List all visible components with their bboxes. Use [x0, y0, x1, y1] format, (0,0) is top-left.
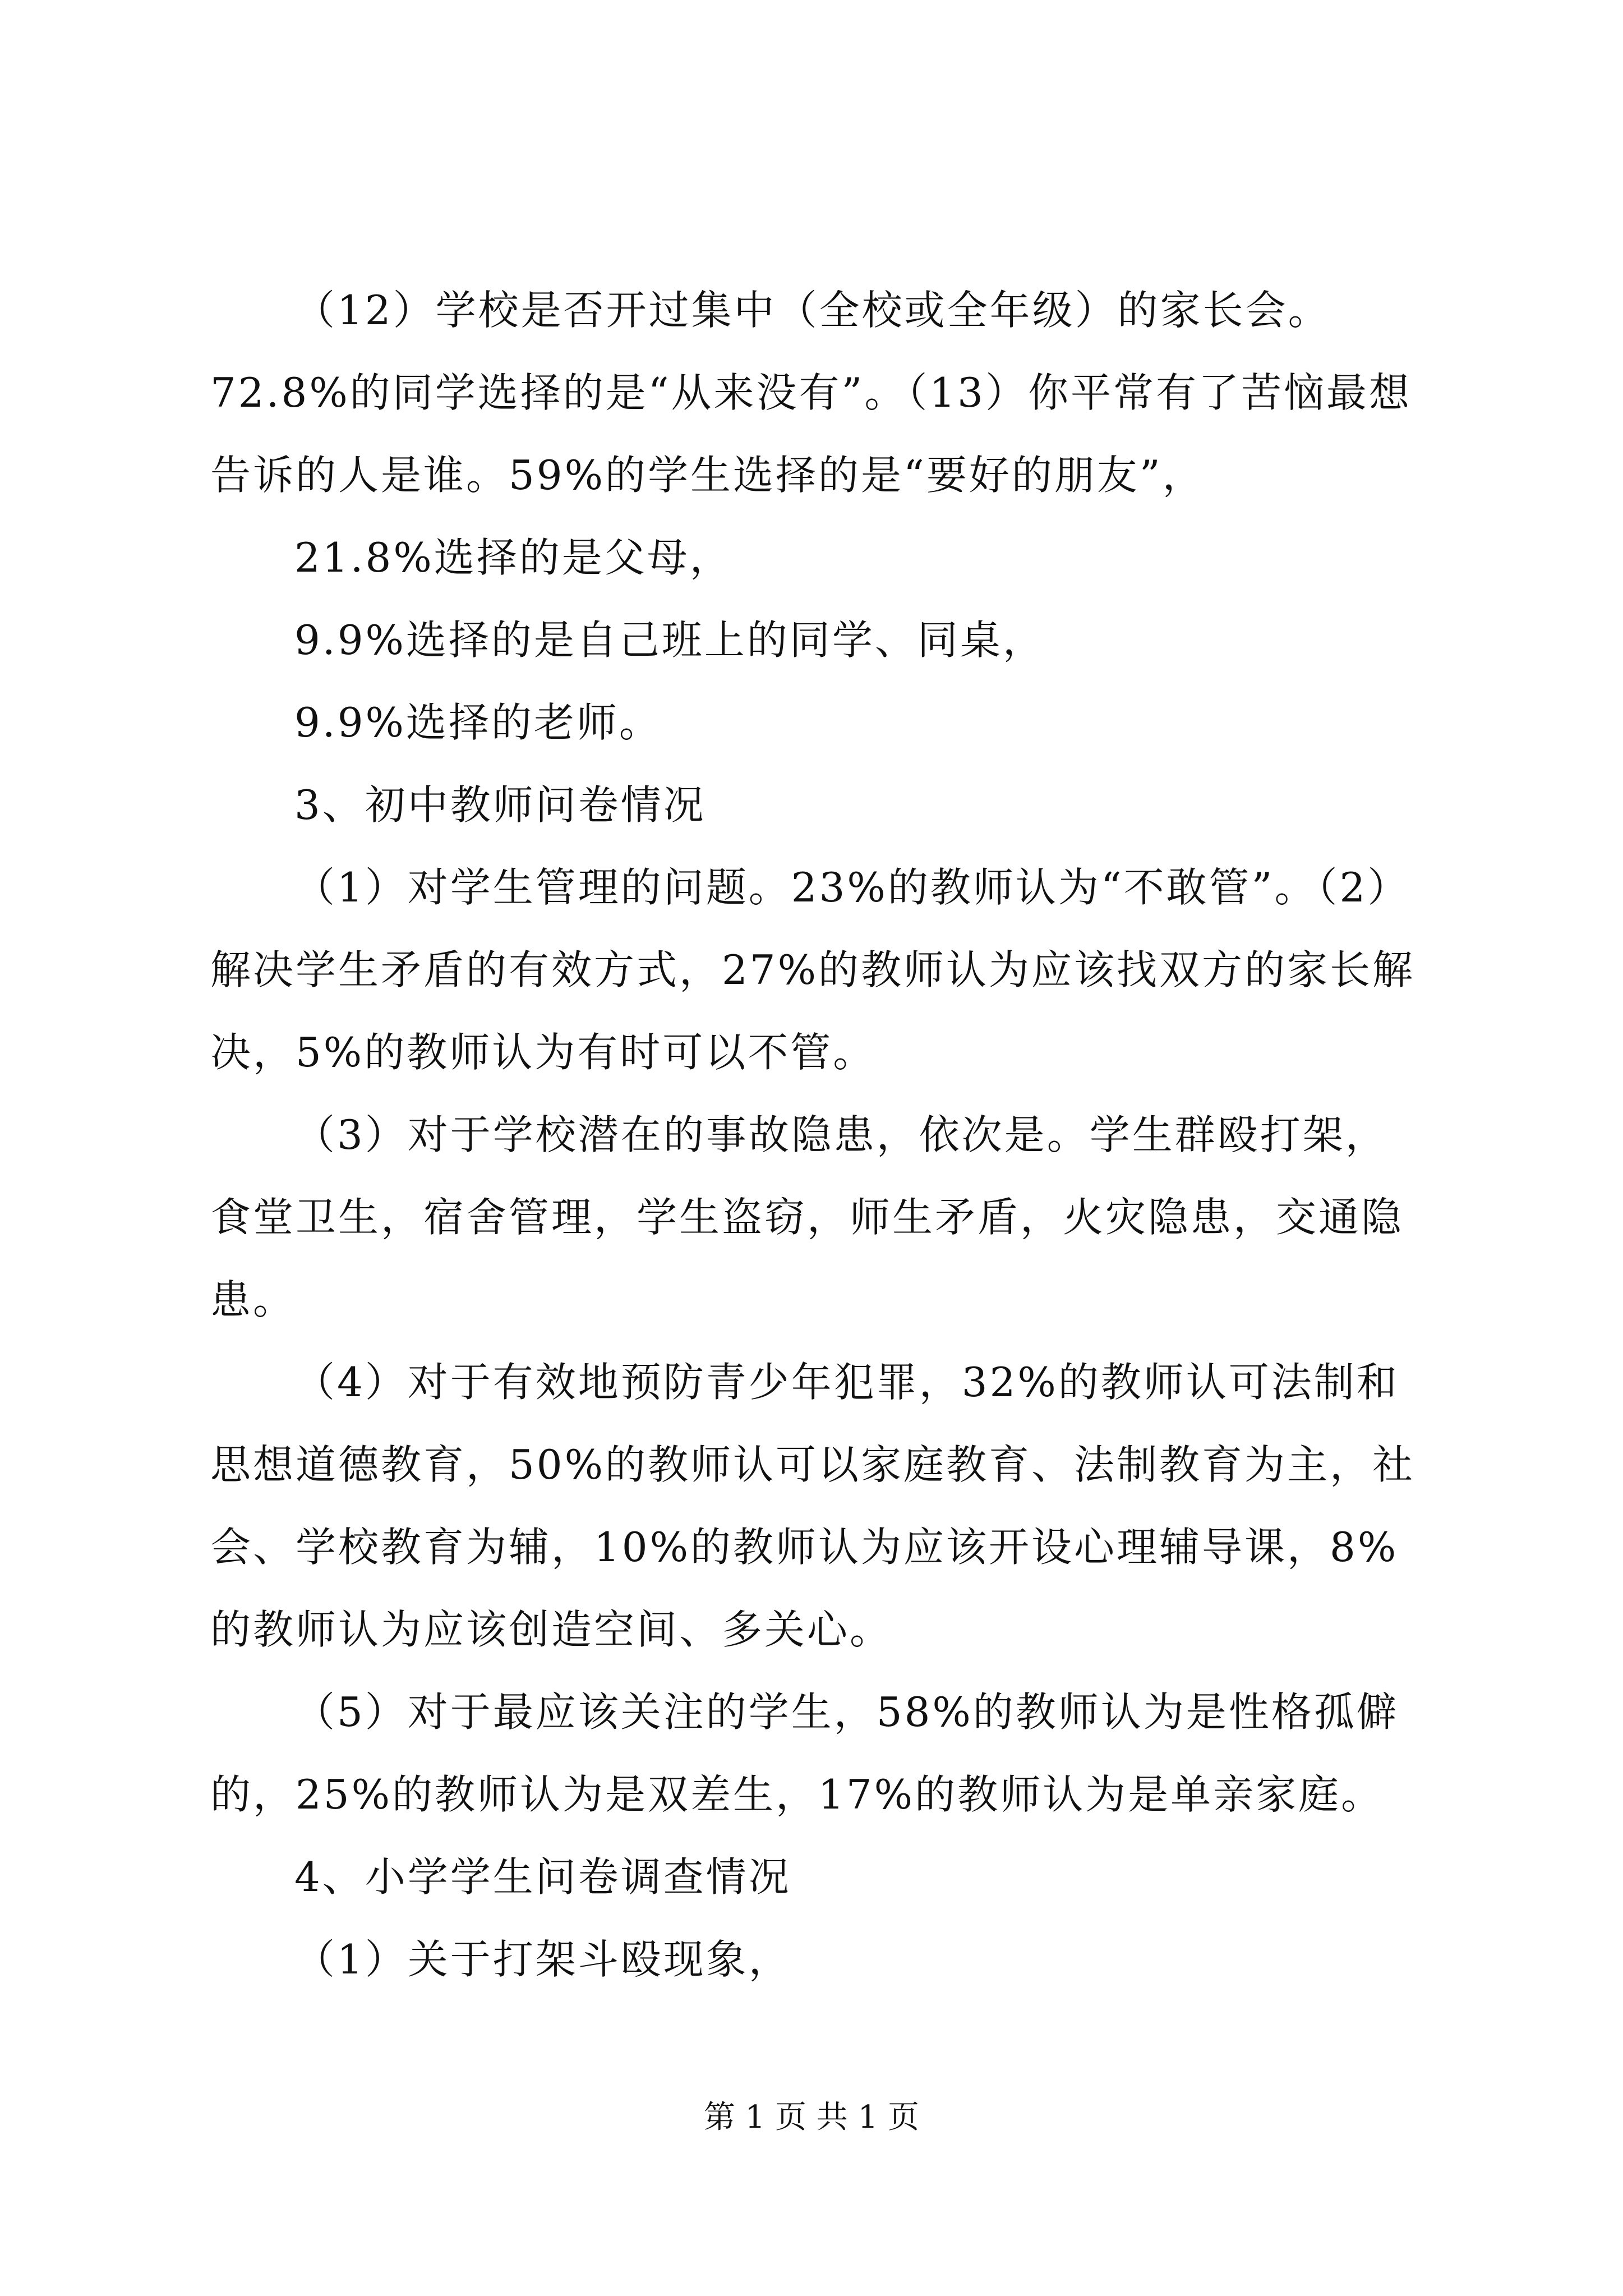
paragraph-classmates: 9.9%选择的是自己班上的同学、同桌， — [294, 616, 1045, 664]
document-body — [210, 269, 1422, 2001]
paragraph-crime-prevention: （4）对于有效地预防青少年犯罪，32%的教师认可法制和思想道德教育，50%的教师认可以家庭教育、法制教育为主，社会、学校教育为辅，10%的教师认为应该开设心理辅导课，8%的教师认为应该创造空间、多关心。 — [210, 1359, 1415, 1653]
page-footer: 第 1 页 共 1 页 — [703, 2099, 920, 2136]
paragraph-fighting: （1）关于打架斗殴现象， — [294, 1936, 791, 1983]
paragraph-teachers: 9.9%选择的老师。 — [294, 699, 662, 746]
section-heading-primary-survey: 4、小学学生问卷调查情况 — [294, 1853, 791, 1901]
paragraph-parents: 21.8%选择的是父母， — [294, 534, 732, 581]
section-heading-teacher-survey: 3、初中教师问卷情况 — [294, 781, 706, 829]
paragraph-q12-q13: （12）学校是否开过集中（全校或全年级）的家长会。72.8%的同学选择的是“从来没有”。（13）你平常有了苦恼最想告诉的人是谁。59%的学生选择的是“要好的朋友”， — [210, 287, 1412, 499]
paragraph-student-management: （1）对学生管理的问题。23%的教师认为“不敢管”。（2）解决学生矛盾的有效方式，27%的教师认为应该找双方的家长解决，5%的教师认为有时可以不管。 — [210, 864, 1415, 1076]
paragraph-students-of-concern: （5）对于最应该关注的学生，58%的教师认为是性格孤僻的，25%的教师认为是双差生，17%的教师认为是单亲家庭。 — [210, 1688, 1399, 1818]
paragraph-safety-hazards: （3）对于学校潜在的事故隐患，依次是。学生群殴打架，食堂卫生，宿舍管理，学生盗窃，师生矛盾，火灾隐患，交通隐患。 — [210, 1111, 1404, 1323]
